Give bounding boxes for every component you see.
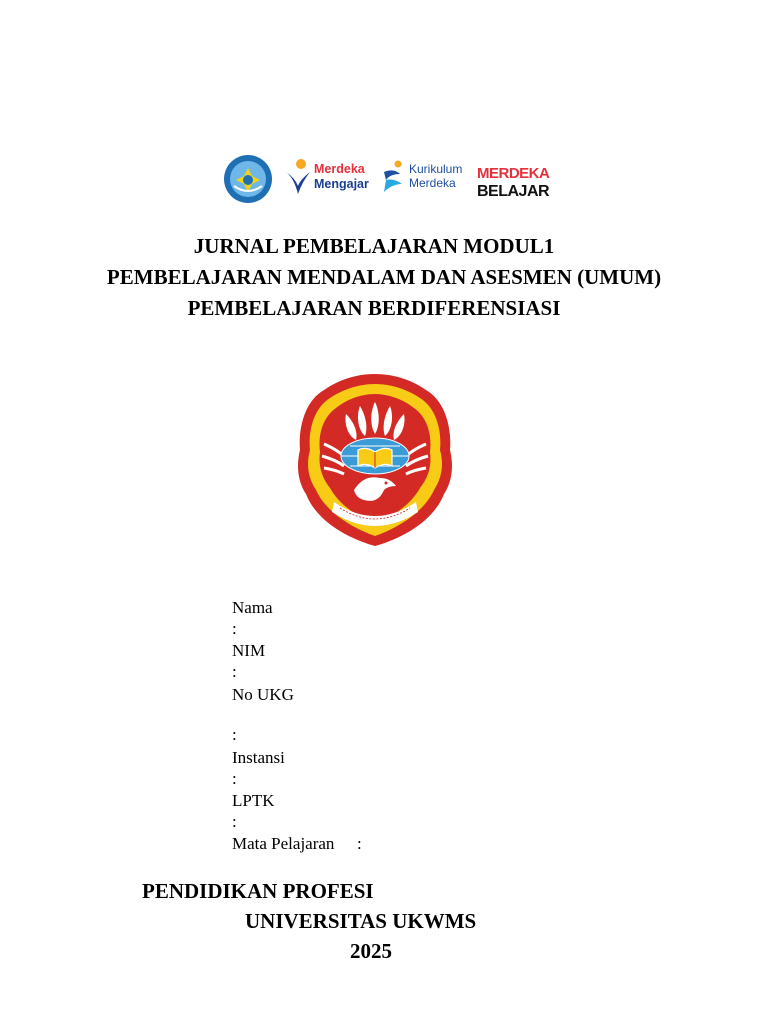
label-nama: Nama [232, 598, 273, 617]
title-line-3: PEMBELAJARAN BERDIFERENSIASI [187, 296, 561, 320]
label-nim: NIM [232, 641, 266, 660]
colon-nama: : [232, 619, 237, 638]
footer-year: 2025 [350, 939, 392, 963]
label-no-ukg: No UKG [232, 685, 294, 704]
title-line-2: PEMBELAJARAN MENDALAM DAN ASESMEN (UMUM) [106, 265, 662, 289]
colon-nim: : [232, 662, 237, 681]
merdeka-belajar-word-2: BELAJAR [477, 183, 550, 200]
footer-university: UNIVERSITAS UKWMS [245, 909, 477, 933]
kurikulum-merdeka-mark-icon [380, 160, 406, 194]
label-lptk: LPTK [232, 791, 275, 810]
label-instansi: Instansi [232, 748, 285, 767]
merdeka-belajar-word-1: MERDEKA [477, 165, 550, 182]
merdeka-mengajar-word-1: Merdeka [314, 162, 365, 176]
ukwms-seal-logo-icon [294, 370, 456, 550]
colon-lptk: : [232, 812, 237, 831]
merdeka-mengajar-word-2: Mengajar [314, 177, 369, 191]
merdeka-mengajar-mark-icon [284, 158, 312, 198]
colon-instansi: : [232, 769, 237, 788]
kurikulum-merdeka-word-1: Kurikulum [409, 162, 463, 176]
footer-program: PENDIDIKAN PROFESI [142, 879, 374, 903]
colon-no-ukg: : [232, 725, 237, 744]
colon-mata-pelajaran: : [357, 834, 362, 853]
kurikulum-merdeka-word-2: Merdeka [409, 176, 456, 190]
label-mata-pelajaran: Mata Pelajaran [232, 834, 335, 853]
tutwuri-handayani-logo-icon [222, 154, 274, 204]
title-line-1: JURNAL PEMBELAJARAN MODUL1 [193, 234, 555, 258]
